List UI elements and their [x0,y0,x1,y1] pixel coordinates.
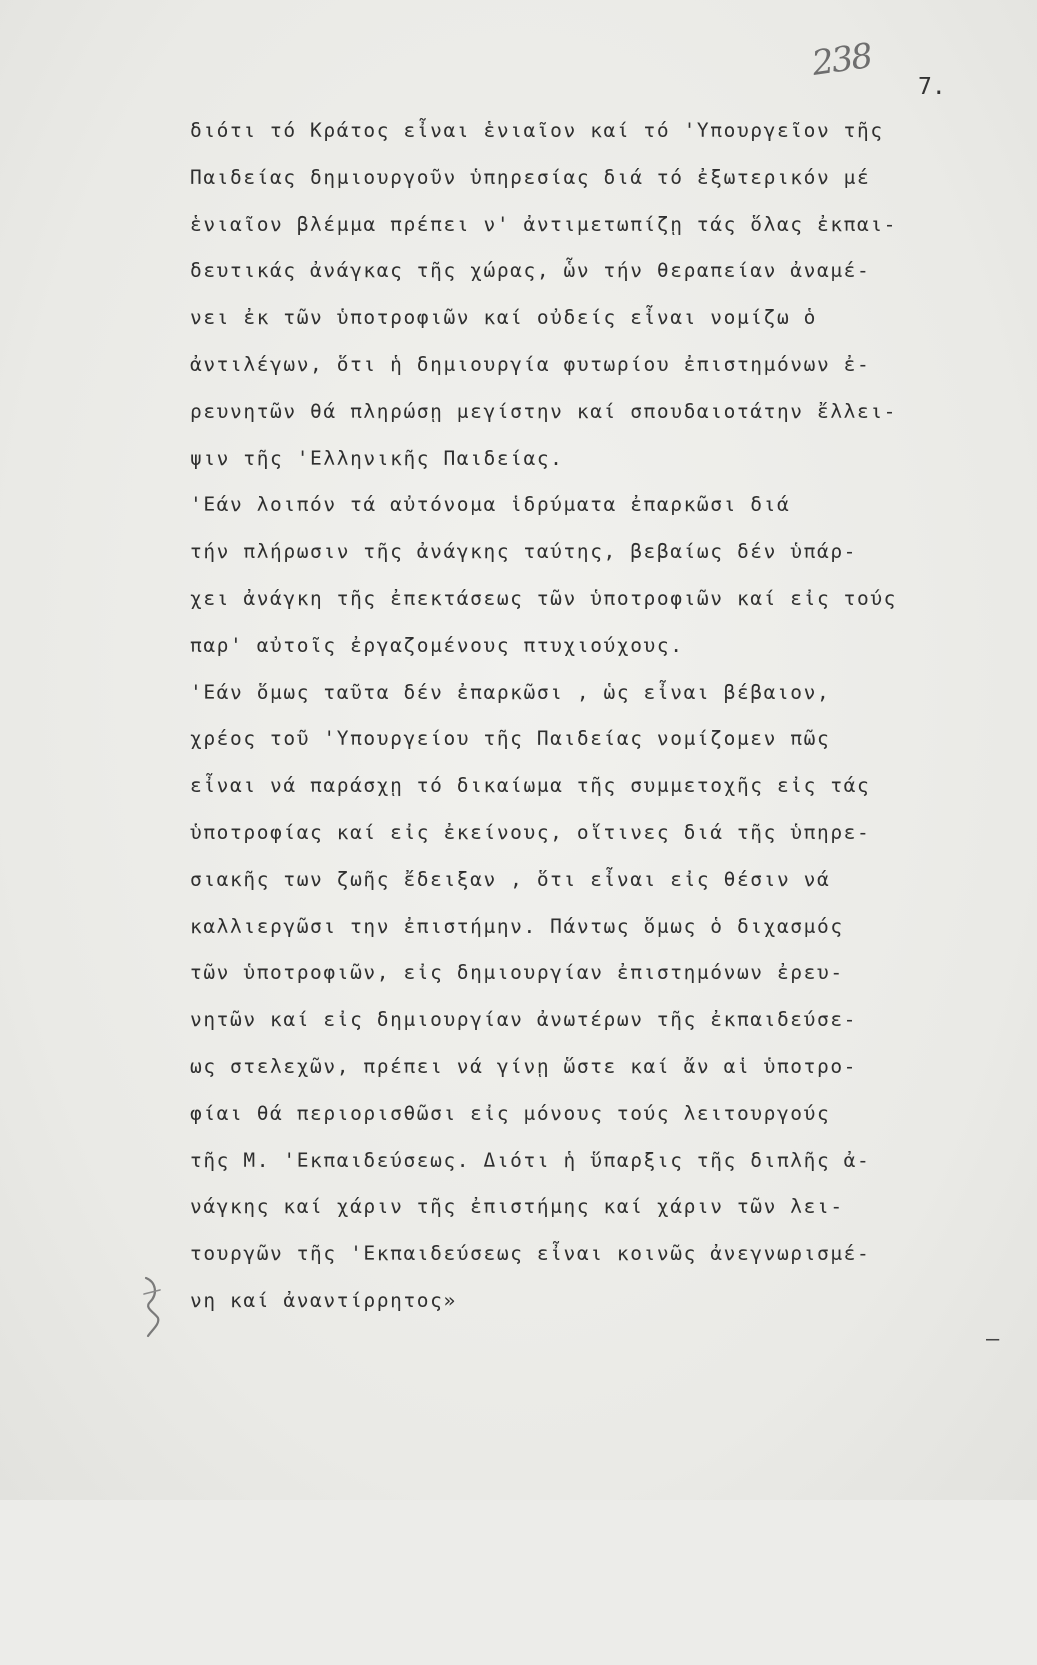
text-line: τουργῶν τῆς 'Εκπαιδεύσεως εἶναι κοινῶς ἀνεγνωρισμέ- [190,1242,871,1266]
text-line: 'Εάν λοιπόν τά αὐτόνομα ἱδρύματα ἐπαρκῶσι διά [190,493,791,517]
text-line: δευτικάς ἀνάγκας τῆς χώρας, ὧν τήν θεραπείαν ἀναμέ- [190,259,871,283]
handwritten-initial-mark [138,1272,166,1342]
text-line: νητῶν καί εἰς δημιουργίαν ἀνωτέρων τῆς ἐκπαιδεύσε- [190,1008,857,1032]
text-line [190,1325,1020,1372]
text-line: ἑνιαῖον βλέμμα πρέπει ν' ἀντιμετωπίζῃ τάς ὅλας ἐκπαι- [190,212,898,236]
continuation-dash: — [986,1327,1000,1352]
text-line: νάγκης καί χάριν τῆς ἐπιστήμης καί χάριν τῶν λει- [190,1195,844,1219]
text-line: τῶν ὑποτροφιῶν, εἰς δημιουργίαν ἐπιστημόνων ἐρευ- [190,961,844,985]
text-line: εἶναι νά παράσχῃ τό δικαίωμα τῆς συμμετοχῆς εἰς τάς [190,774,871,798]
text-line: τῆς Μ. 'Εκπαιδεύσεως. Διότι ἡ ὕπαρξις τῆς διπλῆς ἀ- [190,1148,871,1172]
text-line: ρευνητῶν θά πληρώσῃ μεγίστην καί σπουδαιοτάτην ἔλλει- [190,399,898,423]
text-line: Παιδείας δημιουργοῦν ὑπηρεσίας διά τό ἐξωτερικόν μέ [190,165,871,189]
text-line: χει ἀνάγκη τῆς ἐπεκτάσεως τῶν ὑποτροφιῶν καί εἰς τούς [190,586,898,610]
handwritten-folio-number: 238 [809,36,874,84]
text-line: νει ἐκ τῶν ὑποτροφιῶν καί οὐδείς εἶναι νομίζω ὁ [190,306,817,330]
text-line: ἀντιλέγων, ὅτι ἡ δημιουργία φυτωρίου ἐπιστημόνων ἐ- [190,352,871,376]
text-line: ὑποτροφίας καί εἰς ἐκείνους, οἵτινες διά τῆς ὑπηρε- [190,820,871,844]
text-line: τήν πλήρωσιν τῆς ἀνάγκης ταύτης, βεβαίως δέν ὑπάρ- [190,540,857,564]
text-line: φίαι θά περιορισθῶσι εἰς μόνους τούς λειτουργούς [190,1101,831,1125]
text-line: σιακῆς των ζωῆς ἔδειξαν , ὅτι εἶναι εἰς θέσιν νά [190,867,831,891]
page-number: 7. [918,74,946,100]
text-line: διότι τό Κράτος εἶναι ἑνιαῖον καί τό 'Υπουργεῖον τῆς [190,119,884,142]
text-line: ως στελεχῶν, πρέπει νά γίνῃ ὥστε καί ἄν αἱ ὑποτρο- [190,1054,857,1078]
text-line: χρέος τοῦ 'Υπουργείου τῆς Παιδείας νομίζομεν πῶς [190,727,831,751]
text-line: παρ' αὐτοῖς ἐργαζομένους πτυχιούχους. [190,633,684,657]
text-line: 'Εάν ὅμως ταῦτα δέν ἐπαρκῶσι , ὡς εἶναι βέβαιον, [190,680,831,704]
text-line: ψιν τῆς 'Ελληνικῆς Παιδείας. [190,446,564,470]
text-line: νη καί ἀναντίρρητος» [190,1288,457,1312]
text-line: καλλιεργῶσι την ἐπιστήμην. Πάντως ὅμως ὁ διχασμός [190,914,844,938]
body-text [190,108,1020,1372]
